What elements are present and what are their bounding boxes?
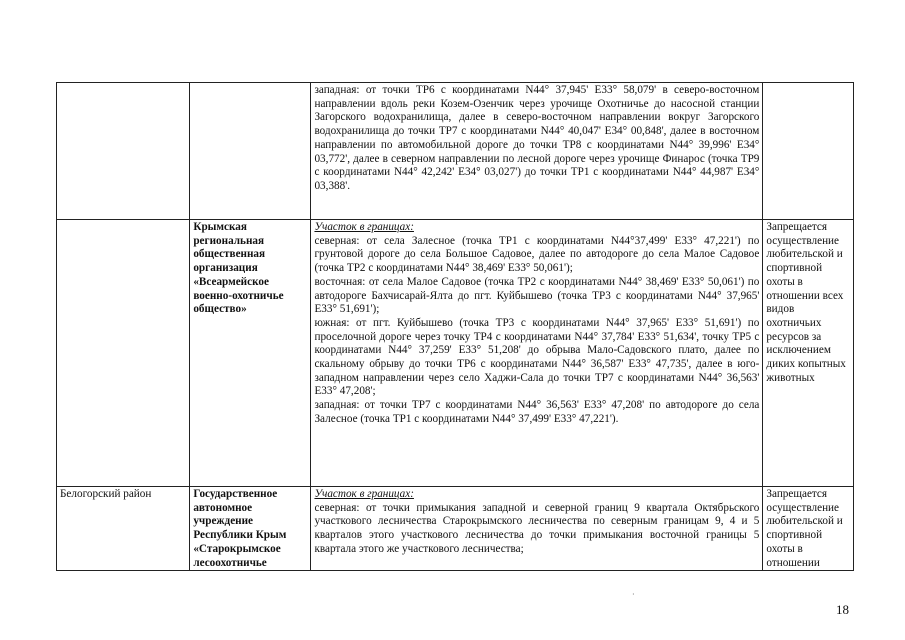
- boundary-west: западная: от точки ТР7 с координатами N44° 36,563' E33° 47,208' по автодороге до села Залесное (точка ТР1 с координатами N44° 37,499' E33° 47,221').: [314, 399, 760, 425]
- boundaries-header: Участок в границах:: [314, 488, 414, 500]
- boundaries-cell: [311, 83, 763, 220]
- district-cell: [57, 220, 190, 487]
- boundary-north: северная: от точки примыкания западной и северной границ 9 квартала Октябрьского участкового лесничества Старокрымского лесничества по северным границам 9, 4 и 5 кварталов этого участкового лесничества до точки примыкания восточной границы 5 квартала этого же участкового лесничества;: [314, 501, 760, 555]
- table-row: [57, 487, 854, 571]
- boundaries-header: Участок в границах:: [314, 221, 414, 233]
- boundary-east: восточная: от села Малое Садовое (точка ТР2 с координатами N44° 38,469' E33° 50,061') по автодороге Бахчисарай-Ялта до пгт. Куйбышево (точка ТР3 с координатами N44° 37,965' E33° 51,691');: [314, 275, 760, 316]
- restriction-cell: Запрещается осуществление любительской и спортивной охоты в отношении всех видов охотничьих ресурсов за исключением диких копытных животных: [763, 220, 854, 487]
- table-row: [57, 220, 854, 487]
- boundaries-cell: [311, 220, 763, 487]
- boundaries-cell: [311, 487, 763, 571]
- organization-cell: Крымская региональная общественная организация «Всеармейское военно-охотничье общество»: [190, 220, 311, 487]
- boundary-text: западная: от точки ТР6 с координатами N44° 37,945' E33° 58,079' в северо-восточном направлении вдоль реки Козем-Озенчик через урочище Охотничье до насосной станции Загорского водохранилища, далее в северо-восточном направлении вокруг Загорского водохранилища до точки ТР7 с координатами N44° 40,047' E34° 00,848', далее в восточном направлении по автомобильной дороге до точки ТР8 с координатами N44° 39,996' E34° 03,772', далее в северном направлении по лесной дороге через урочище Финарос (точка ТР9 с координатами N44° 42,242' E34° 03,027') до точки ТР1 с координатами N44° 44,987' E34° 03,388'.: [314, 84, 760, 192]
- boundary-north: северная: от села Залесное (точка ТР1 с координатами N44°37,499' E33° 47,221') по грунтовой дороге до села Большое Садовое, далее по автодороге до села Малое Садовое (точка ТР2 с координатами N44° 38,469' E33° 50,061');: [314, 234, 760, 275]
- table-row: [57, 83, 854, 220]
- restriction-cell: Запрещается осуществление любительской и спортивной охоты в отношении: [763, 487, 854, 571]
- organization-cell: [190, 83, 311, 220]
- organization-cell: Государственное автономное учреждение Республики Крым «Старокрымское лесоохотничье: [190, 487, 311, 571]
- district-cell: Белогорский район: [57, 487, 190, 571]
- scan-speck: ·: [632, 590, 635, 599]
- restriction-cell: [763, 83, 854, 220]
- boundary-south: южная: от пгт. Куйбышево (точка ТР3 с координатами N44° 37,965' E33° 51,691') по проселочной дороге через точку ТР4 с координатами N44° 37,784' E33° 51,634', точку ТР5 с координатами N44° 37,259' E33° 51,208' до обрыва Мало-Садовского плато, далее по скальному обрыву до точки ТР6 с координатами N44° 36,587' E33° 47,735', далее в юго-западном направлении через село Хаджи-Сала до точки ТР7 с координатами N44° 36,563' E33° 47,208';: [314, 316, 760, 398]
- page-number: 18: [836, 602, 849, 617]
- district-cell: [57, 83, 190, 220]
- hunting-grounds-table: [56, 82, 854, 571]
